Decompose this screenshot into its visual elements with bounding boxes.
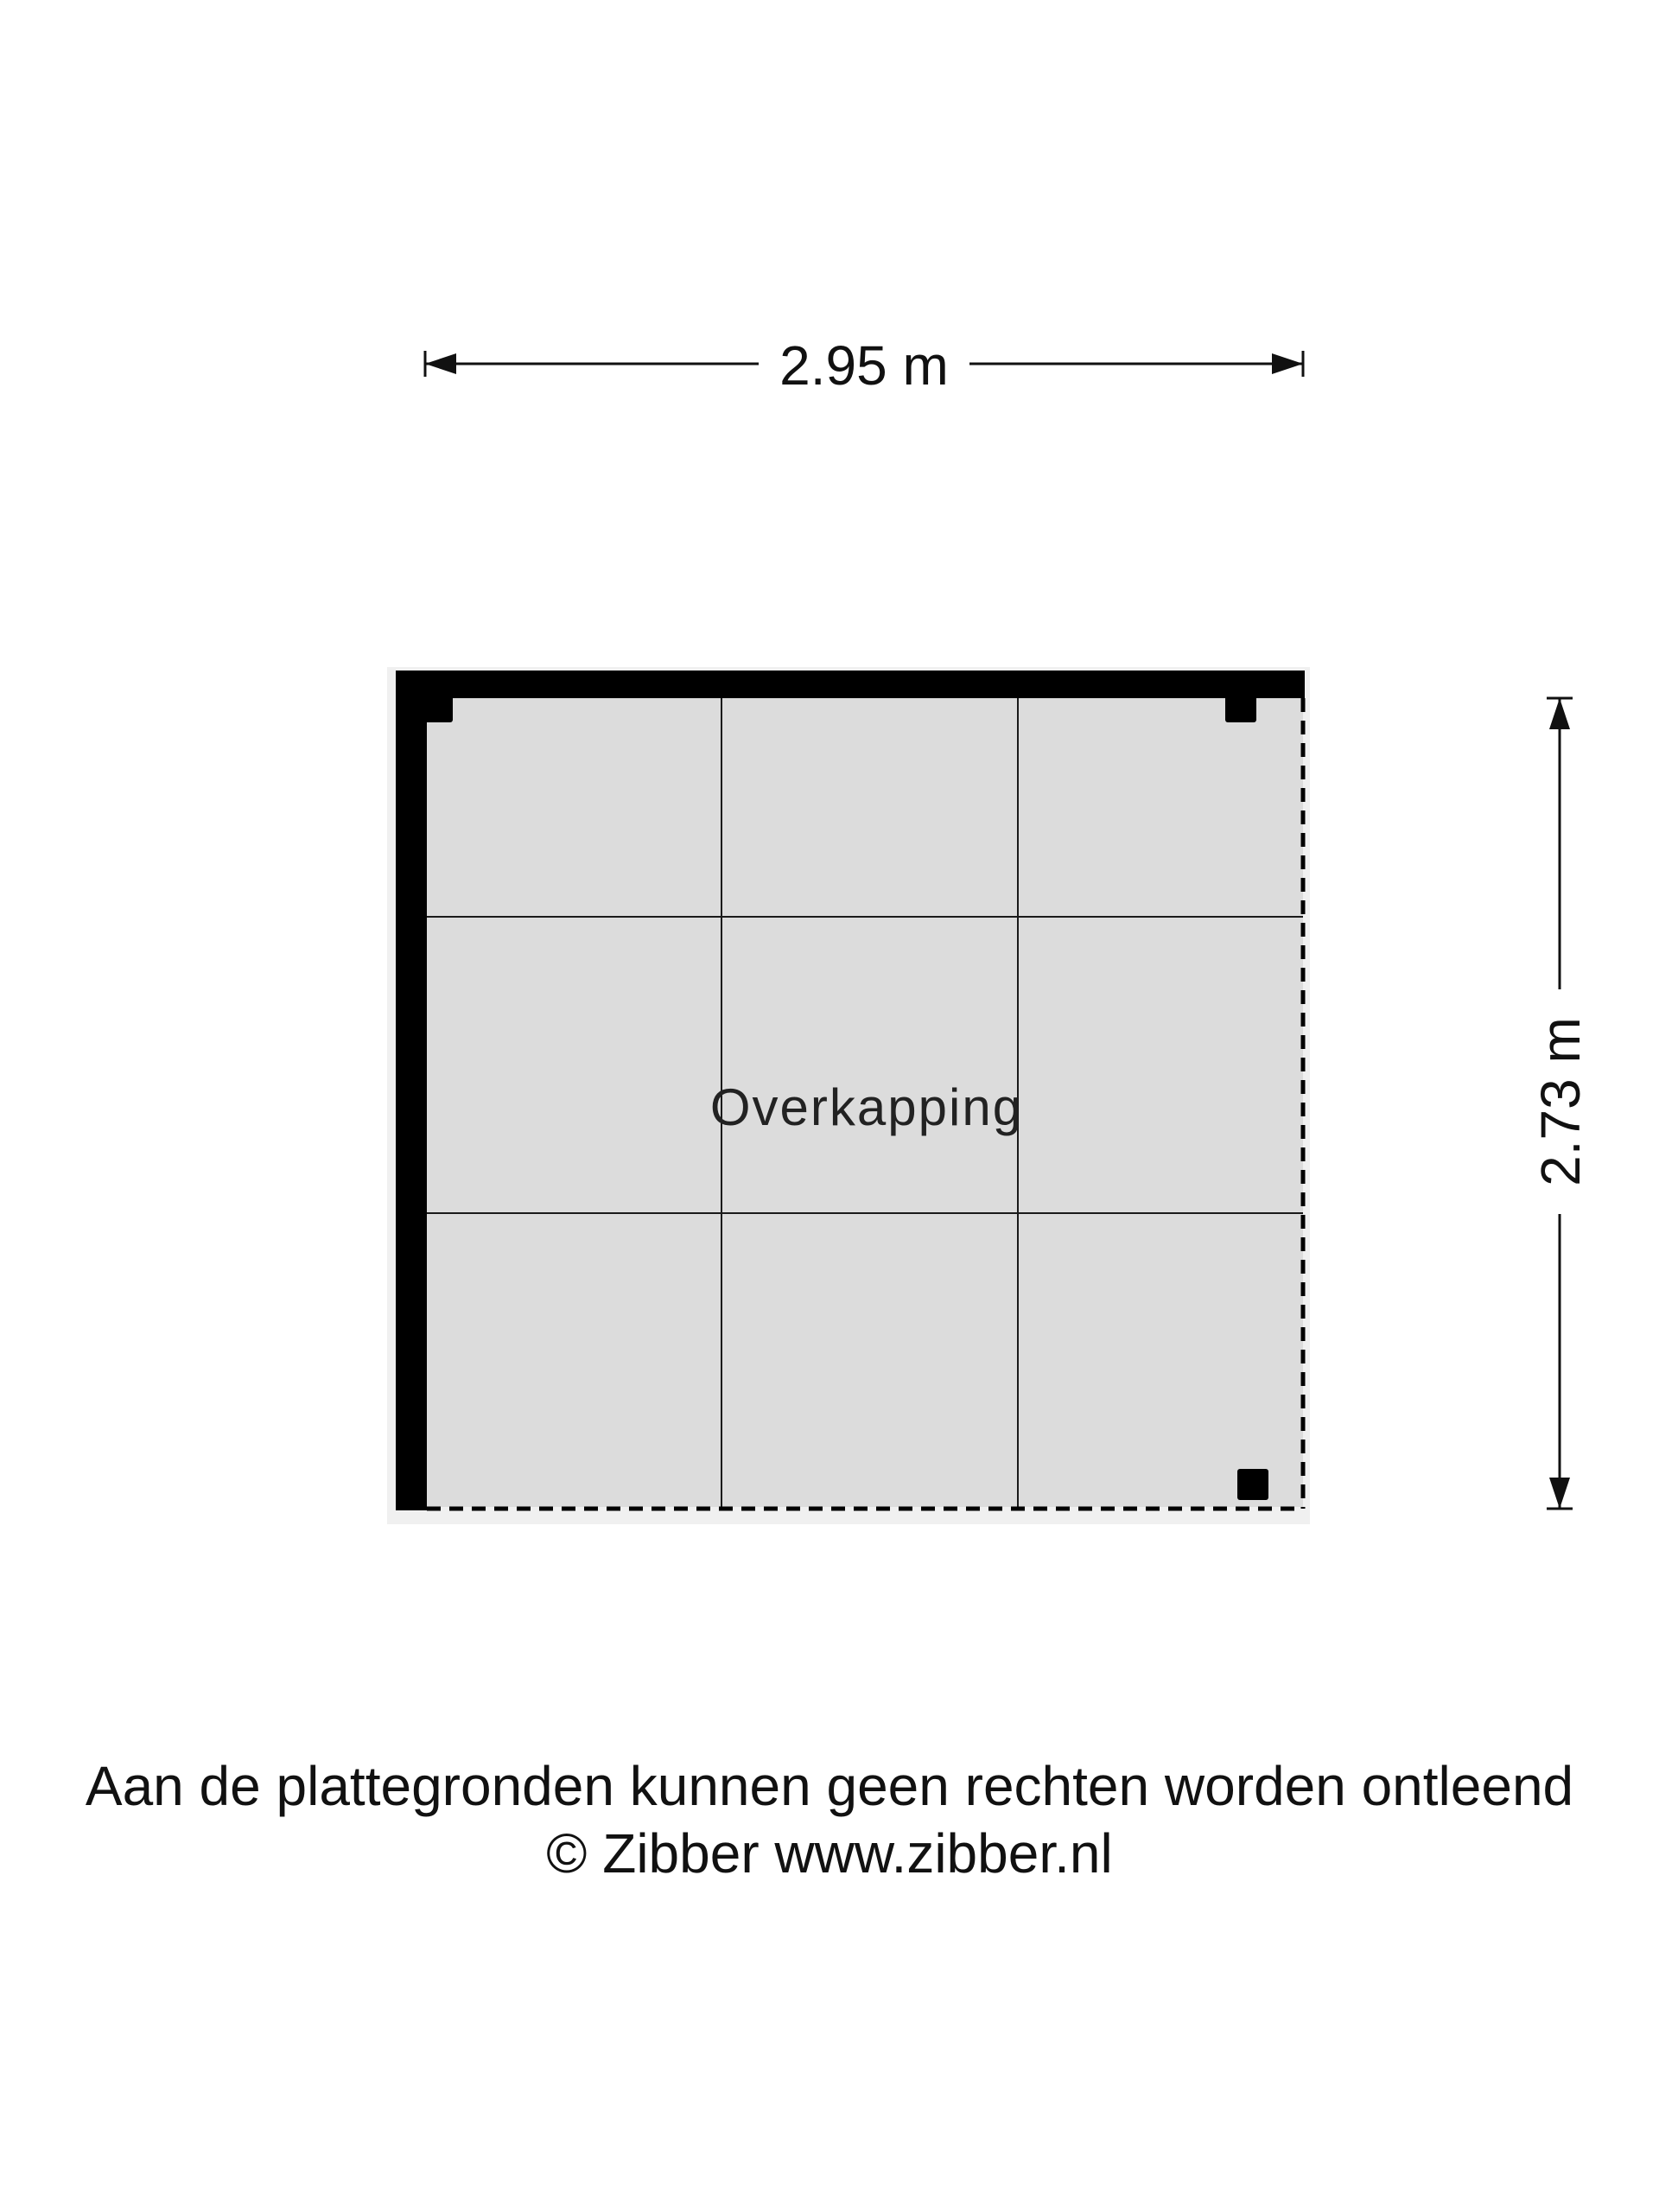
width-arrow-left-icon bbox=[425, 353, 456, 374]
height-arrow-top-icon bbox=[1549, 698, 1570, 729]
post-top-right bbox=[1225, 691, 1256, 722]
height-dimension-label: 2.73 m bbox=[1529, 1017, 1592, 1186]
wall-top bbox=[396, 671, 1305, 698]
room-label: Overkapping bbox=[709, 1078, 1024, 1136]
width-dimension-label: 2.95 m bbox=[779, 334, 949, 397]
wall-left bbox=[396, 671, 427, 1510]
post-bottom-right bbox=[1237, 1469, 1268, 1500]
disclaimer-text: Aan de plattegronden kunnen geen rechten worden ontleend bbox=[85, 1755, 1574, 1817]
width-arrow-right-icon bbox=[1272, 353, 1303, 374]
height-arrow-bottom-icon bbox=[1549, 1478, 1570, 1509]
post-top-left bbox=[422, 691, 453, 722]
copyright-text: © Zibber www.zibber.nl bbox=[546, 1822, 1113, 1885]
